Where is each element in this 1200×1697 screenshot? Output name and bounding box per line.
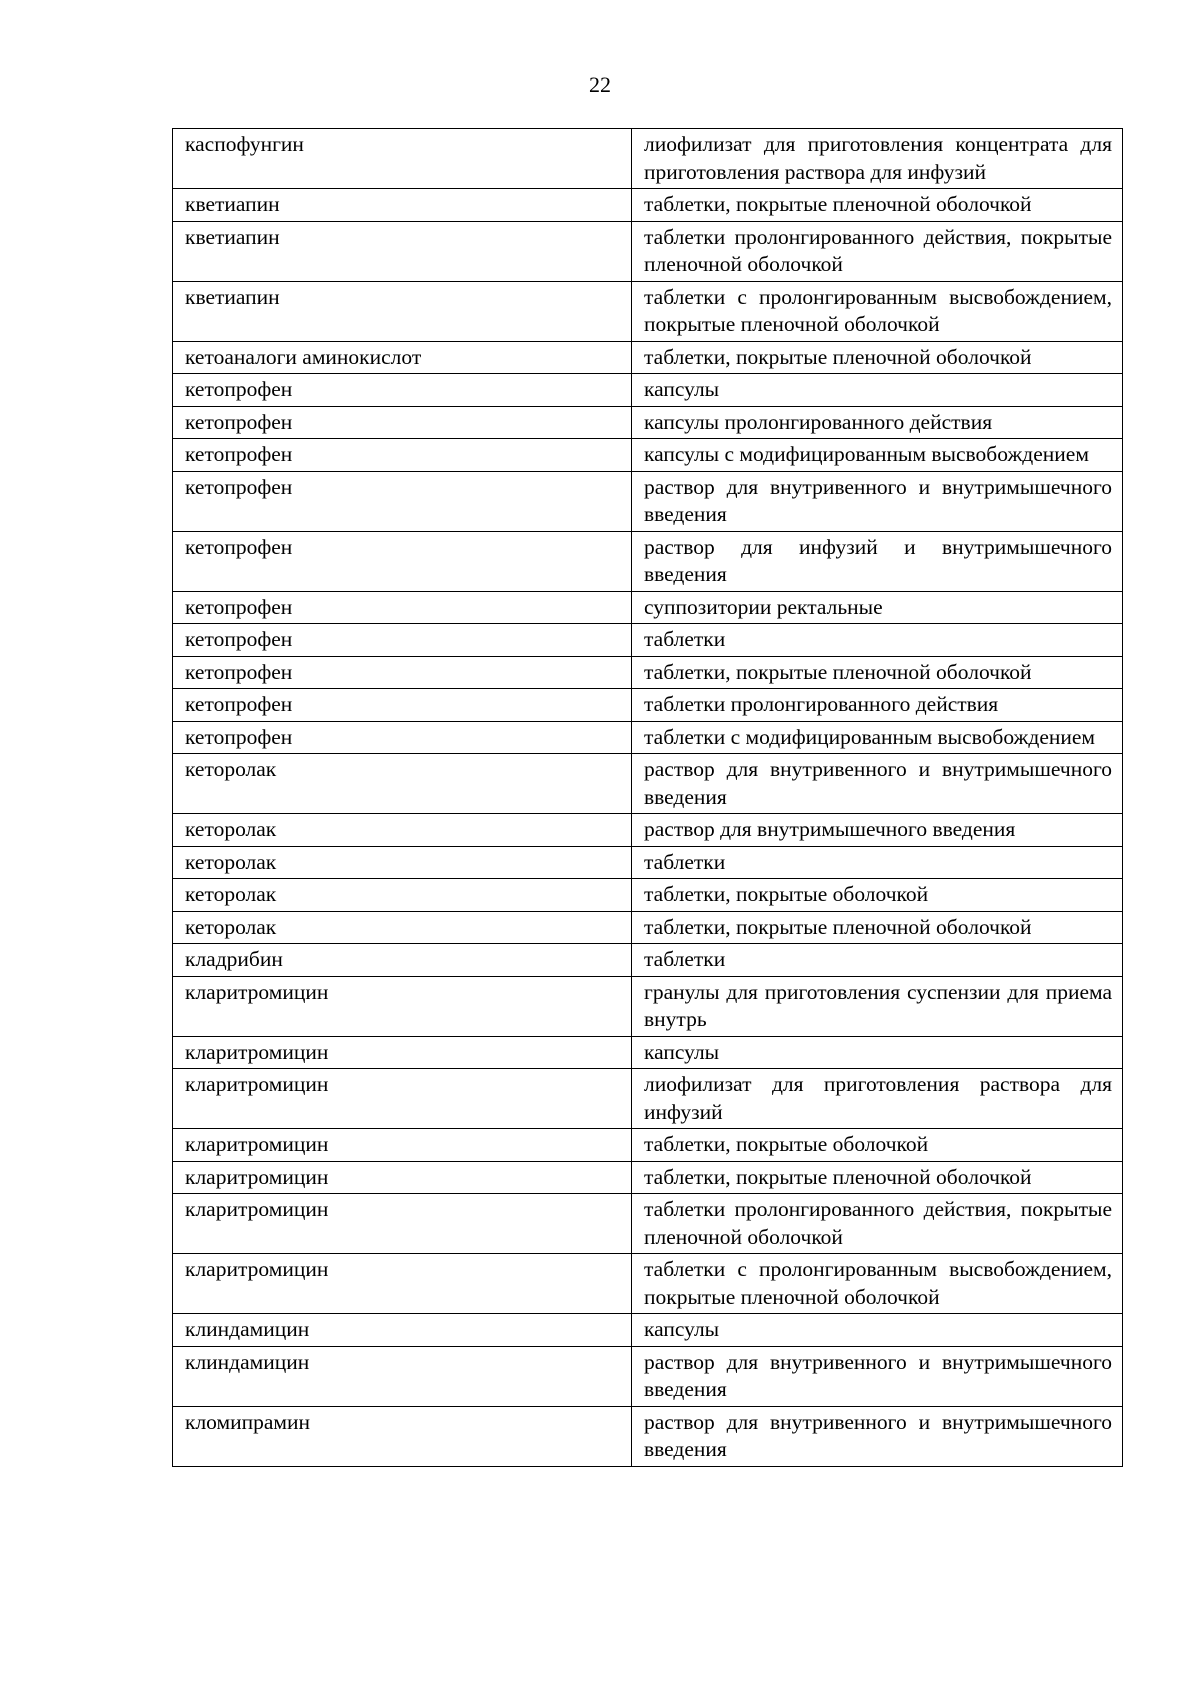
drug-name-cell: кладрибин: [173, 944, 632, 977]
drug-name-cell: кетопрофен: [173, 439, 632, 472]
table-row: [173, 1314, 1123, 1347]
dosage-form-cell: таблетки: [632, 846, 1123, 879]
table-row: [173, 374, 1123, 407]
drug-name-cell: кларитромицин: [173, 1161, 632, 1194]
drug-name-cell: кеторолак: [173, 911, 632, 944]
table-row: [173, 689, 1123, 722]
dosage-form-cell: раствор для внутривенного и внутримышечного введения: [632, 1406, 1123, 1466]
table-row: [173, 189, 1123, 222]
dosage-form-cell: таблетки, покрытые пленочной оболочкой: [632, 1161, 1123, 1194]
table-row: [173, 1346, 1123, 1406]
dosage-form-cell: раствор для внутримышечного введения: [632, 814, 1123, 847]
drug-name-cell: кетопрофен: [173, 656, 632, 689]
table-row: [173, 1194, 1123, 1254]
dosage-form-cell: таблетки пролонгированного действия, покрытые пленочной оболочкой: [632, 221, 1123, 281]
dosage-form-cell: капсулы с модифицированным высвобождением: [632, 439, 1123, 472]
table-row: [173, 846, 1123, 879]
table-row: [173, 406, 1123, 439]
dosage-form-cell: капсулы пролонгированного действия: [632, 406, 1123, 439]
table-row: [173, 221, 1123, 281]
dosage-form-cell: капсулы: [632, 374, 1123, 407]
drug-name-cell: кетопрофен: [173, 374, 632, 407]
drug-name-cell: кветиапин: [173, 189, 632, 222]
dosage-form-cell: раствор для внутривенного и внутримышечного введения: [632, 754, 1123, 814]
drug-name-cell: кломипрамин: [173, 1406, 632, 1466]
drug-name-cell: каспофунгин: [173, 129, 632, 189]
table-row: [173, 1036, 1123, 1069]
table-row: [173, 656, 1123, 689]
dosage-form-cell: лиофилизат для приготовления концентрата для приготовления раствора для инфузий: [632, 129, 1123, 189]
drug-name-cell: кларитромицин: [173, 1069, 632, 1129]
table-row: [173, 471, 1123, 531]
table-row: [173, 814, 1123, 847]
table-row: [173, 879, 1123, 912]
dosage-form-cell: таблетки с пролонгированным высвобождением, покрытые пленочной оболочкой: [632, 281, 1123, 341]
drug-name-cell: кларитромицин: [173, 1254, 632, 1314]
drug-name-cell: кеторолак: [173, 754, 632, 814]
dosage-form-cell: суппозитории ректальные: [632, 591, 1123, 624]
table-body: [173, 129, 1123, 1467]
drug-name-cell: кетопрофен: [173, 721, 632, 754]
drug-name-cell: клиндамицин: [173, 1346, 632, 1406]
table-row: [173, 1254, 1123, 1314]
drug-name-cell: кветиапин: [173, 221, 632, 281]
dosage-form-cell: таблетки, покрытые оболочкой: [632, 1129, 1123, 1162]
drug-name-cell: кветиапин: [173, 281, 632, 341]
drug-name-cell: кларитромицин: [173, 976, 632, 1036]
dosage-form-cell: таблетки с пролонгированным высвобождением, покрытые пленочной оболочкой: [632, 1254, 1123, 1314]
drug-name-cell: кеторолак: [173, 814, 632, 847]
dosage-form-cell: раствор для внутривенного и внутримышечного введения: [632, 1346, 1123, 1406]
page-number: 22: [589, 72, 611, 97]
table-row: [173, 1406, 1123, 1466]
table-row: [173, 341, 1123, 374]
table-row: [173, 591, 1123, 624]
drug-name-cell: кларитромицин: [173, 1194, 632, 1254]
drug-name-cell: кетопрофен: [173, 591, 632, 624]
drug-name-cell: кетопрофен: [173, 471, 632, 531]
dosage-form-cell: раствор для внутривенного и внутримышечного введения: [632, 471, 1123, 531]
drug-name-cell: кларитромицин: [173, 1036, 632, 1069]
dosage-form-cell: раствор для инфузий и внутримышечного введения: [632, 531, 1123, 591]
dosage-form-cell: таблетки, покрытые пленочной оболочкой: [632, 656, 1123, 689]
table-row: [173, 129, 1123, 189]
table-row: [173, 1069, 1123, 1129]
drug-name-cell: кетопрофен: [173, 531, 632, 591]
dosage-form-cell: таблетки: [632, 624, 1123, 657]
table-row: [173, 1161, 1123, 1194]
drug-name-cell: кетопрофен: [173, 624, 632, 657]
dosage-form-cell: лиофилизат для приготовления раствора для инфузий: [632, 1069, 1123, 1129]
table-row: [173, 439, 1123, 472]
table-row: [173, 531, 1123, 591]
dosage-form-cell: капсулы: [632, 1036, 1123, 1069]
dosage-form-cell: таблетки, покрытые оболочкой: [632, 879, 1123, 912]
dosage-form-cell: таблетки пролонгированного действия: [632, 689, 1123, 722]
dosage-form-cell: таблетки пролонгированного действия, покрытые пленочной оболочкой: [632, 1194, 1123, 1254]
dosage-form-cell: таблетки, покрытые пленочной оболочкой: [632, 911, 1123, 944]
table-row: [173, 911, 1123, 944]
dosage-form-cell: капсулы: [632, 1314, 1123, 1347]
drug-name-cell: кетопрофен: [173, 689, 632, 722]
table-row: [173, 721, 1123, 754]
table-row: [173, 624, 1123, 657]
drug-name-cell: кларитромицин: [173, 1129, 632, 1162]
drug-name-cell: кетопрофен: [173, 406, 632, 439]
dosage-form-cell: таблетки: [632, 944, 1123, 977]
table-row: [173, 281, 1123, 341]
dosage-form-cell: таблетки, покрытые пленочной оболочкой: [632, 189, 1123, 222]
dosage-form-cell: гранулы для приготовления суспензии для приема внутрь: [632, 976, 1123, 1036]
table-row: [173, 754, 1123, 814]
drug-name-cell: кеторолак: [173, 879, 632, 912]
table-row: [173, 1129, 1123, 1162]
drug-name-cell: клиндамицин: [173, 1314, 632, 1347]
drug-name-cell: кетоаналоги аминокислот: [173, 341, 632, 374]
drug-name-cell: кеторолак: [173, 846, 632, 879]
table-row: [173, 976, 1123, 1036]
dosage-form-cell: таблетки, покрытые пленочной оболочкой: [632, 341, 1123, 374]
dosage-form-cell: таблетки с модифицированным высвобождением: [632, 721, 1123, 754]
table-row: [173, 944, 1123, 977]
drug-table: [172, 128, 1123, 1467]
